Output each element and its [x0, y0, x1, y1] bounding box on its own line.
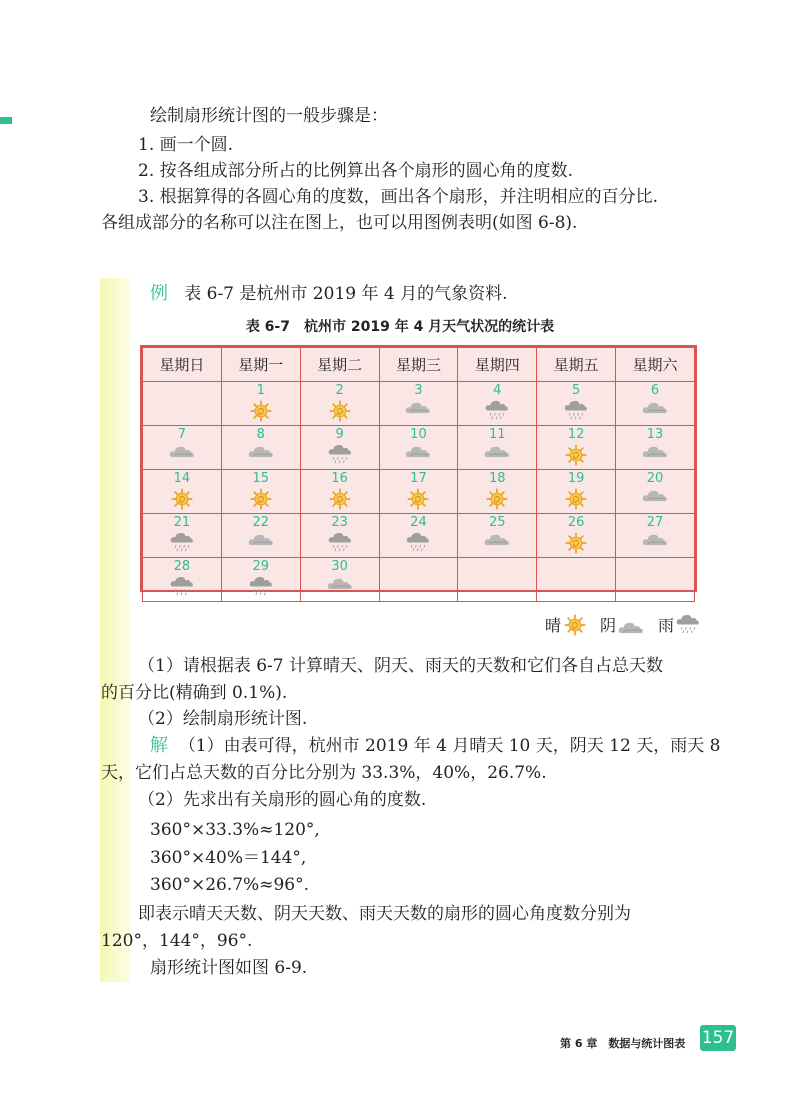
- rain-cloud-icon: [170, 576, 194, 597]
- calendar-day-cell: [379, 470, 458, 514]
- calendar-day-cell: [458, 382, 537, 426]
- calendar-day-cell: [537, 514, 616, 558]
- weekday-header: 星期日: [143, 348, 222, 382]
- chapter-footer: 第 6 章 数据与统计图表: [560, 1037, 686, 1050]
- step-3-continued: 各组成部分的名称可以注在图上，也可以用图例表明(如图 6-8).: [101, 213, 578, 233]
- example-line: [150, 282, 508, 306]
- rain-cloud-icon: [249, 576, 273, 597]
- rain-cloud-icon: [564, 400, 588, 421]
- calendar-day-cell: [616, 382, 695, 426]
- cloud-icon: [618, 620, 644, 635]
- calendar-day-cell: [537, 426, 616, 470]
- example-highlight-band: [100, 278, 130, 982]
- day-number: 3: [414, 383, 423, 398]
- weekday-header: 星期一: [221, 348, 300, 382]
- calendar-empty-cell: [458, 558, 537, 602]
- calendar-grid: [142, 347, 695, 602]
- day-number: 22: [252, 515, 270, 530]
- day-number: 5: [572, 383, 581, 398]
- calendar-day-cell: [300, 514, 379, 558]
- calendar-day-cell: [221, 558, 300, 602]
- day-number: 30: [331, 559, 348, 574]
- equation-sunny: 360°×33.3%≈120°,: [150, 820, 320, 840]
- sun-icon: [565, 532, 587, 554]
- calendar-day-cell: [616, 426, 695, 470]
- day-number: 9: [335, 427, 344, 442]
- table-title: 表 6-7 杭州市 2019 年 4 月天气状况的统计表: [245, 319, 555, 335]
- equation-cloudy: 360°×40%＝144°,: [150, 848, 307, 868]
- cloud-icon: [405, 444, 431, 459]
- sun-icon: [329, 488, 351, 510]
- day-number: 11: [489, 427, 506, 442]
- sun-icon: [564, 614, 586, 636]
- calendar-day-cell: [616, 470, 695, 514]
- day-number: 17: [410, 471, 427, 486]
- legend-cloudy-label: 阴: [600, 616, 617, 635]
- day-number: 15: [252, 471, 270, 486]
- cloud-icon: [169, 444, 195, 459]
- sun-icon: [565, 444, 587, 466]
- calendar-week-row: [143, 426, 695, 470]
- steps-intro: 绘制扇形统计图的一般步骤是：: [150, 106, 388, 126]
- sun-icon: [407, 488, 429, 510]
- calendar-empty-cell: [143, 382, 222, 426]
- calendar-empty-cell: [537, 558, 616, 602]
- calendar-week-row: [143, 470, 695, 514]
- calendar-day-cell: [221, 426, 300, 470]
- sun-icon: [329, 400, 351, 422]
- day-number: 23: [331, 515, 348, 530]
- rain-cloud-icon: [676, 614, 700, 635]
- calendar-day-cell: [143, 514, 222, 558]
- day-number: 12: [567, 427, 585, 442]
- cloud-icon: [642, 444, 668, 459]
- legend-rain: [658, 614, 674, 638]
- day-number: 21: [173, 515, 191, 530]
- calendar-day-cell: [143, 558, 222, 602]
- rain-cloud-icon: [170, 532, 194, 553]
- calendar-empty-cell: [379, 558, 458, 602]
- calendar-day-cell: [458, 470, 537, 514]
- calendar-day-cell: [143, 426, 222, 470]
- question-2: （2）绘制扇形统计图.: [138, 709, 308, 729]
- calendar-day-cell: [143, 470, 222, 514]
- day-number: 6: [650, 383, 660, 398]
- cloud-icon: [484, 532, 510, 547]
- day-number: 18: [489, 471, 506, 486]
- step-1: 1. 画一个圆.: [138, 135, 234, 155]
- sun-icon: [171, 488, 193, 510]
- equation-rain: 360°×26.7%≈96°.: [150, 875, 309, 895]
- calendar-day-cell: [300, 558, 379, 602]
- day-number: 27: [646, 515, 664, 530]
- day-number: 24: [410, 515, 427, 530]
- day-number: 4: [493, 383, 502, 398]
- question-1-continued: 的百分比(精确到 0.1%).: [101, 683, 288, 703]
- calendar-day-cell: [537, 382, 616, 426]
- day-number: 16: [331, 471, 348, 486]
- solution-1-continued: 天，它们占总天数的百分比分别为 33.3%，40%，26.7%.: [101, 763, 547, 783]
- day-number: 7: [177, 427, 187, 442]
- calendar-empty-cell: [616, 558, 695, 602]
- calendar-day-cell: [221, 514, 300, 558]
- cloud-icon: [642, 532, 668, 547]
- legend-sunny-label: 晴: [545, 616, 562, 635]
- day-number: 26: [567, 515, 585, 530]
- calendar-day-cell: [379, 426, 458, 470]
- cloud-icon: [405, 400, 431, 415]
- example-intro: 表 6-7 是杭州市 2019 年 4 月的气象资料.: [184, 284, 508, 304]
- question-1: （1）请根据表 6-7 计算晴天、阴天、雨天的天数和它们各自占总天数: [138, 656, 663, 676]
- conclusion-continued: 120°，144°，96°.: [101, 931, 253, 951]
- legend-sunny: [545, 614, 561, 638]
- weekday-header: 星期六: [616, 348, 695, 382]
- day-number: 13: [646, 427, 664, 442]
- weekday-header: 星期四: [458, 348, 537, 382]
- solution-line: [150, 734, 720, 758]
- day-number: 14: [173, 471, 191, 486]
- day-number: 28: [173, 559, 191, 574]
- example-label: 例: [150, 283, 168, 304]
- day-number: 8: [256, 427, 265, 442]
- calendar-day-cell: [537, 470, 616, 514]
- calendar-day-cell: [616, 514, 695, 558]
- calendar-week-row: [143, 382, 695, 426]
- day-number: 2: [335, 383, 344, 398]
- cloud-icon: [642, 400, 668, 415]
- cloud-icon: [484, 444, 510, 459]
- sun-icon: [486, 488, 508, 510]
- calendar-week-row: [143, 558, 695, 602]
- weekday-header: 星期三: [379, 348, 458, 382]
- weekday-header: 星期二: [300, 348, 379, 382]
- solution-2: （2）先求出有关扇形的圆心角的度数.: [138, 790, 427, 810]
- cloud-icon: [248, 532, 274, 547]
- day-number: 20: [646, 471, 664, 486]
- day-number: 29: [252, 559, 270, 574]
- step-3: 3. 根据算得的各圆心角的度数，画出各个扇形，并注明相应的百分比.: [138, 187, 659, 207]
- weekday-header: 星期五: [537, 348, 616, 382]
- calendar-day-cell: [300, 382, 379, 426]
- page-edge-tab: [0, 117, 12, 124]
- sun-icon: [250, 488, 272, 510]
- rain-cloud-icon: [328, 444, 352, 465]
- sun-icon: [250, 400, 272, 422]
- day-number: 19: [567, 471, 585, 486]
- calendar-week-row: [143, 514, 695, 558]
- day-number: 25: [489, 515, 506, 530]
- solution-label: 解: [150, 735, 168, 756]
- cloud-icon: [327, 576, 353, 591]
- rain-cloud-icon: [406, 532, 430, 553]
- rain-cloud-icon: [328, 532, 352, 553]
- step-2: 2. 按各组成部分所占的比例算出各个扇形的圆心角的度数.: [138, 161, 574, 181]
- calendar-day-cell: [379, 514, 458, 558]
- sun-icon: [565, 488, 587, 510]
- legend-rain-label: 雨: [658, 616, 675, 635]
- calendar-header-row: [143, 348, 695, 382]
- weather-calendar: [140, 345, 697, 592]
- calendar-day-cell: [458, 426, 537, 470]
- solution-1: （1）由表可得，杭州市 2019 年 4 月晴天 10 天，阴天 12 天，雨天 8: [178, 736, 721, 756]
- cloud-icon: [642, 488, 668, 503]
- calendar-day-cell: [300, 426, 379, 470]
- figure-reference: 扇形统计图如图 6-9.: [150, 958, 308, 978]
- legend-cloudy: [600, 614, 616, 638]
- conclusion: 即表示晴天天数、阴天天数、雨天天数的扇形的圆心角度数分别为: [138, 904, 631, 924]
- cloud-icon: [248, 444, 274, 459]
- calendar-day-cell: [221, 382, 300, 426]
- day-number: 1: [256, 383, 265, 398]
- calendar-day-cell: [300, 470, 379, 514]
- calendar-day-cell: [221, 470, 300, 514]
- day-number: 10: [410, 427, 427, 442]
- calendar-day-cell: [458, 514, 537, 558]
- calendar-day-cell: [379, 382, 458, 426]
- page-number: 157: [700, 1025, 736, 1051]
- rain-cloud-icon: [485, 400, 509, 421]
